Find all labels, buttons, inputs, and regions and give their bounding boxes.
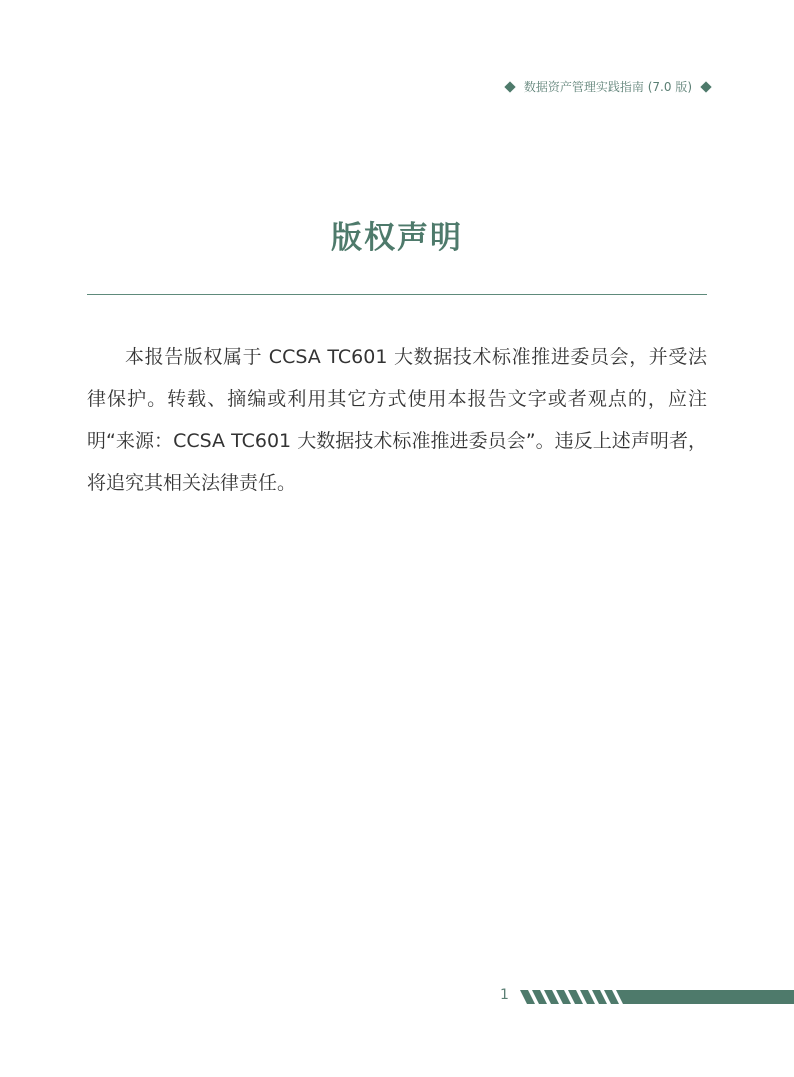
page-title: 版权声明: [331, 220, 463, 256]
copyright-paragraph: 本报告版权属于 CCSA TC601 大数据技术标准推进委员会，并受法律保护。转载、摘编或利用其它方式使用本报告文字或者观点的，应注明“来源：CCSA TC601 大数据技术标准推进委员会”。违反上述声明者，将追究其相关法律责任。: [87, 346, 707, 494]
diamond-icon: [504, 81, 515, 92]
title-divider: [87, 294, 707, 295]
running-title: 数据资产管理实践指南 (7.0 版): [523, 80, 692, 94]
page-footer: [500, 987, 794, 1007]
diamond-icon: [700, 81, 711, 92]
page-number: 1: [500, 987, 509, 1003]
footer-stripes-decoration: [520, 990, 794, 1004]
running-header: [502, 78, 714, 95]
